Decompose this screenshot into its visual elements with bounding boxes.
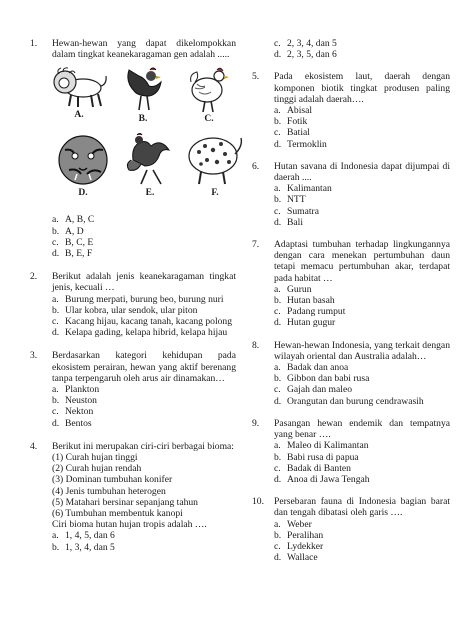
hen-icon	[187, 64, 231, 114]
question-number: 8.	[252, 339, 260, 351]
question-5	[252, 71, 450, 149]
option-letter: b.	[274, 116, 282, 128]
option-text: Plankton	[65, 384, 100, 396]
rooster-icon	[123, 64, 163, 114]
option-letter: c.	[274, 384, 281, 396]
option-text: Kalimantan	[287, 183, 332, 195]
option-b[interactable]	[274, 116, 450, 127]
option-a[interactable]	[52, 294, 236, 305]
left-column	[30, 38, 236, 553]
option-text: Orangutan dan burung cendrawasih	[287, 395, 424, 407]
question-stem: Pada ekosistem laut, daerah dengan komponen biotik tingkat produsen paling tinggi adalah daerah….	[274, 71, 450, 105]
option-letter: b.	[274, 529, 282, 541]
option-a[interactable]	[274, 440, 450, 451]
option-text: Fotik	[287, 116, 308, 128]
option-d[interactable]	[274, 139, 450, 150]
option-text: Batial	[287, 127, 310, 139]
option-letter: b.	[274, 295, 282, 307]
option-text: Nekton	[65, 406, 94, 418]
option-a[interactable]	[274, 105, 450, 116]
option-letter: d.	[274, 552, 282, 564]
option-text: Badak dan anoa	[287, 362, 349, 374]
option-text: Babi rusa di papua	[287, 451, 359, 463]
option-d[interactable]	[52, 327, 236, 338]
option-letter: d.	[274, 49, 282, 61]
criteria-item: (6) Tumbuhan membentuk kanopi	[52, 508, 183, 520]
option-text: 2, 3, 5, dan 6	[287, 49, 337, 61]
option-letter: c.	[52, 316, 59, 328]
option-text: Ular kobra, ular sendok, ular piton	[65, 304, 198, 316]
option-text: Abisal	[287, 105, 313, 117]
option-c[interactable]	[274, 384, 450, 395]
criteria-item: (5) Matahari bersinar sepanjang tahun	[52, 496, 198, 508]
option-text: Badak di Banten	[287, 462, 351, 474]
option-d[interactable]	[274, 552, 450, 563]
option-text: Kelapa gading, kelapa hibrid, kelapa hijau	[65, 327, 228, 339]
option-text: NTT	[287, 194, 306, 206]
option-letter: c.	[274, 540, 281, 552]
option-text: Anoa di Jawa Tengah	[287, 473, 370, 485]
question-stem: Pasangan hewan endemik dan tempatnya yang benar ….	[274, 417, 450, 441]
question-prompt: Ciri bioma hutan hujan tropis adalah ….	[52, 519, 207, 531]
question-number: 10.	[252, 496, 264, 508]
option-a[interactable]	[52, 214, 236, 225]
option-text: Bentos	[65, 417, 92, 429]
option-letter: d.	[274, 473, 282, 485]
question-1	[30, 38, 236, 259]
question-6	[252, 161, 450, 228]
question-number: 1.	[30, 38, 38, 49]
option-b[interactable]	[274, 194, 450, 205]
option-text: A, B, C	[65, 214, 95, 226]
question-number: 5.	[252, 71, 260, 83]
option-text: Peralihan	[287, 529, 324, 541]
image-label: B.	[138, 114, 148, 125]
image-d	[48, 130, 118, 199]
image-f	[182, 130, 248, 199]
criteria-item: (1) Curah hujan tinggi	[52, 452, 138, 464]
option-c[interactable]	[52, 237, 236, 248]
option-letter: b.	[52, 395, 60, 407]
option-letter: b.	[274, 194, 282, 206]
option-a[interactable]	[274, 519, 450, 530]
option-a[interactable]	[274, 362, 450, 373]
question-4	[30, 441, 236, 553]
question-number: 6.	[252, 160, 260, 172]
option-letter: b.	[274, 373, 282, 385]
option-letter: b.	[52, 225, 60, 237]
option-letter: a.	[274, 105, 281, 117]
option-list	[52, 214, 236, 259]
question-10	[252, 496, 450, 563]
image-row-2	[48, 130, 248, 204]
option-text: Neuston	[65, 395, 97, 407]
option-letter: c.	[52, 236, 59, 248]
option-letter: c.	[274, 38, 281, 49]
image-a	[48, 64, 110, 121]
question-number: 2.	[30, 271, 38, 283]
image-row-1	[48, 64, 248, 126]
option-b[interactable]	[274, 530, 450, 541]
option-letter: a.	[52, 530, 59, 542]
rooster-running-icon	[125, 130, 175, 188]
question-4-continued	[252, 38, 450, 60]
question-number: 9.	[252, 417, 260, 429]
option-text: Weber	[287, 518, 312, 530]
question-number: 7.	[252, 239, 260, 251]
option-b[interactable]	[52, 305, 236, 316]
option-text: Wallace	[287, 552, 318, 564]
criteria-item: (4) Jenis tumbuhan heterogen	[52, 485, 166, 497]
option-letter: b.	[274, 451, 282, 463]
image-label: C.	[204, 114, 214, 125]
question-7	[252, 239, 450, 329]
question-3	[30, 350, 236, 428]
option-d[interactable]	[52, 418, 236, 429]
option-text: Burung merpati, burung beo, burung nuri	[65, 293, 224, 305]
option-letter: d.	[52, 417, 60, 429]
option-letter: c.	[274, 127, 281, 139]
option-b[interactable]	[274, 452, 450, 463]
option-b[interactable]	[52, 395, 236, 406]
option-d[interactable]	[274, 317, 450, 328]
option-d[interactable]	[274, 49, 450, 60]
option-text: Maleo di Kalimantan	[287, 440, 369, 452]
criteria-item: (2) Curah hujan rendah	[52, 463, 142, 475]
animal-image-grid	[48, 64, 248, 204]
image-b	[110, 64, 176, 125]
question-number: 4.	[30, 440, 38, 452]
option-c[interactable]	[52, 406, 236, 417]
option-text: 1, 3, 4, dan 5	[65, 541, 115, 553]
question-stem: Hewan-hewan Indonesia, yang terkait dengan wilayah oriental dan Australia adalah…	[274, 339, 450, 362]
option-letter: a.	[52, 214, 59, 226]
option-text: Kacang hijau, kacang tanah, kacang polong	[65, 316, 233, 328]
option-c[interactable]	[274, 541, 450, 552]
option-letter: c.	[52, 406, 59, 418]
option-text: Padang rumput	[287, 306, 346, 318]
option-a[interactable]	[52, 530, 236, 541]
question-stem: Hewan-hewan yang dapat dikelompokkan dalam tingkat keanekaragaman gen adalah .....	[52, 38, 236, 61]
option-text: Hutan gugur	[287, 317, 336, 329]
option-letter: d.	[274, 395, 282, 407]
option-text: Sumatra	[287, 205, 319, 217]
option-letter: a.	[274, 362, 281, 374]
option-text: Gajah dan maleo	[287, 384, 352, 396]
option-text: B, C, E	[65, 236, 94, 248]
option-text: 2, 3, 4, dan 5	[287, 38, 337, 49]
option-letter: d.	[274, 138, 282, 150]
image-label: A.	[74, 110, 84, 121]
option-text: 1, 4, 5, dan 6	[65, 530, 115, 542]
option-c[interactable]	[274, 463, 450, 474]
option-text: Lydekker	[287, 540, 324, 552]
leopard-icon	[185, 130, 245, 188]
option-b[interactable]	[52, 542, 236, 553]
option-d[interactable]	[274, 396, 450, 407]
option-letter: a.	[274, 440, 281, 452]
option-text: Bali	[287, 216, 303, 228]
option-letter: c.	[274, 205, 281, 217]
option-a[interactable]	[274, 183, 450, 194]
option-text: Gibbon dan babi rusa	[287, 373, 370, 385]
option-c[interactable]	[274, 206, 450, 217]
option-text: B, E, F	[65, 248, 93, 260]
option-letter: a.	[52, 293, 59, 305]
image-label: E.	[145, 188, 155, 199]
image-c	[176, 64, 242, 125]
option-letter: d.	[274, 317, 282, 329]
option-c[interactable]	[52, 316, 236, 327]
tiger-icon	[53, 130, 113, 188]
question-stem: Berikut adalah jenis keanekaragaman tingkat jenis, kecuali …	[52, 271, 236, 294]
option-b[interactable]	[52, 226, 236, 237]
lion-icon	[51, 64, 107, 110]
image-e	[118, 130, 182, 199]
option-a[interactable]	[274, 284, 450, 295]
question-stem: Adaptasi tumbuhan terhadap lingkungannya dengan cara menekan pertumbuhan daun tetapi memacu pertumbuhan akar, terdapat pada habitat …	[274, 239, 450, 284]
option-letter: a.	[274, 518, 281, 530]
question-9	[252, 418, 450, 485]
option-letter: d.	[274, 216, 282, 228]
option-letter: d.	[52, 327, 60, 339]
question-stem: Hutan savana di Indonesia dapat dijumpai di daerah ....	[274, 160, 450, 184]
option-letter: c.	[274, 462, 281, 474]
right-column	[252, 38, 450, 563]
option-c[interactable]	[274, 38, 450, 49]
option-text: Hutan basah	[287, 295, 335, 307]
option-text: Termoklin	[287, 138, 327, 150]
question-2	[30, 271, 236, 338]
option-text: Gurun	[287, 283, 312, 295]
question-stem: Berikut ini merupakan ciri-ciri berbagai bioma:	[52, 440, 234, 452]
image-label: D.	[78, 188, 88, 199]
option-b[interactable]	[274, 295, 450, 306]
option-d[interactable]	[52, 248, 236, 259]
option-letter: d.	[52, 248, 60, 260]
question-number: 3.	[30, 350, 38, 362]
option-letter: a.	[274, 283, 281, 295]
option-letter: b.	[52, 541, 60, 553]
option-letter: b.	[52, 304, 60, 316]
option-letter: a.	[274, 183, 281, 195]
option-letter: c.	[274, 306, 281, 318]
option-d[interactable]	[274, 474, 450, 485]
option-c[interactable]	[274, 127, 450, 138]
question-8	[252, 340, 450, 407]
option-d[interactable]	[274, 217, 450, 228]
option-b[interactable]	[274, 373, 450, 384]
option-text: A, D	[65, 225, 84, 237]
option-letter: a.	[52, 384, 59, 396]
option-a[interactable]	[52, 384, 236, 395]
image-label: F.	[211, 188, 219, 199]
question-stem: Persebaran fauna di Indonesia bagian barat dan tengah dibatasi oleh garis ….	[274, 496, 450, 519]
option-c[interactable]	[274, 306, 450, 317]
question-stem: Berdasarkan kategori kehidupan pada ekosistem perairan, hewan yang aktif berenang tanpa terpengaruh oleh arus air dinamakan…	[52, 350, 236, 384]
criteria-item: (3) Dominan tumbuhan konifer	[52, 474, 173, 486]
